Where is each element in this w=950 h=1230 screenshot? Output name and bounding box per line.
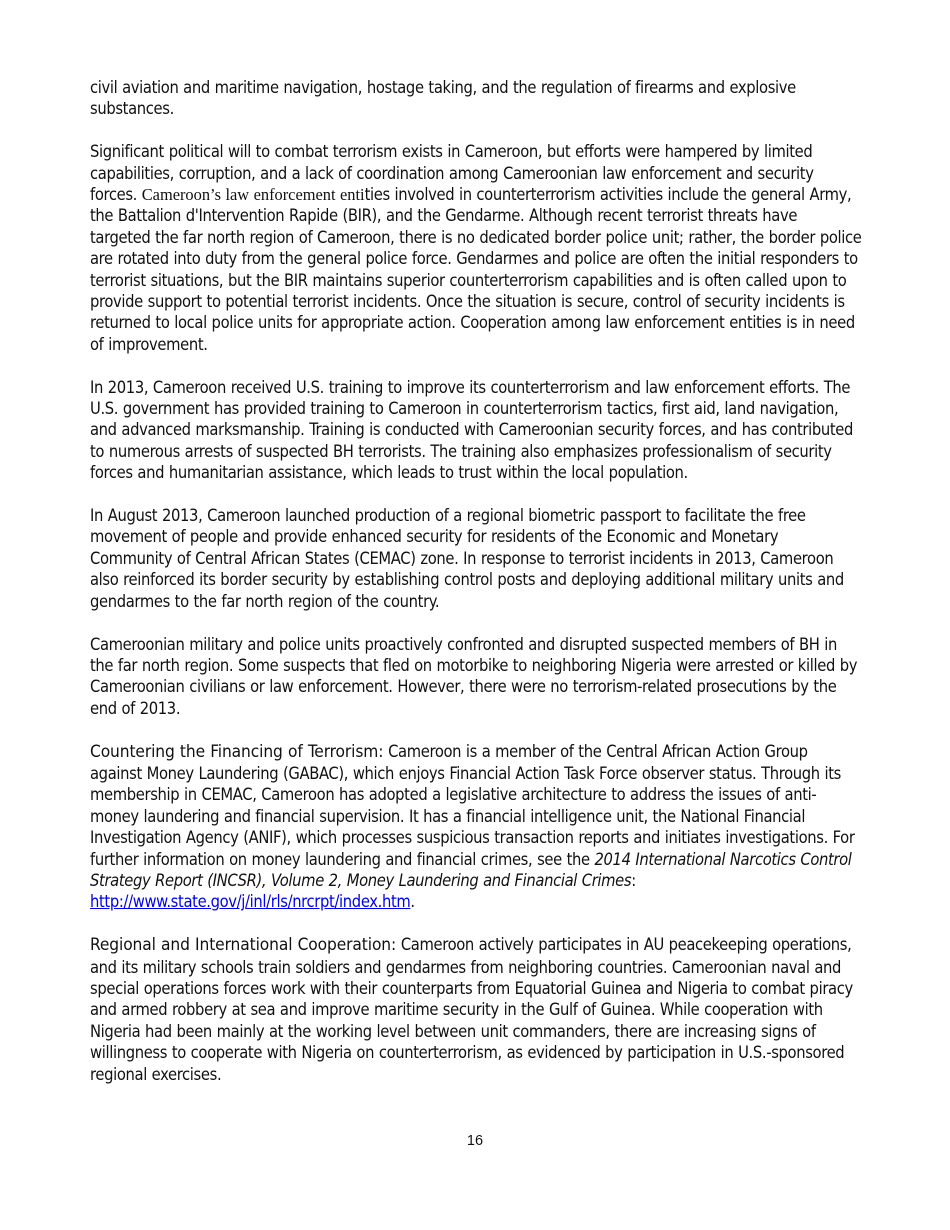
paragraph-aviation: [90, 77, 862, 120]
paragraph-us-training: [90, 377, 862, 484]
paragraph-text-serif: Cameroon’s law enforcement enti: [141, 185, 365, 205]
paragraph-text: In August 2013, Cameroon launched production of a regional biometric passport to facilitate the free movement of people and provide enhanced security for residents of the Economic and Monetary Community of Central African States (CEMAC) zone. In response to terrorist incidents in 2013, Cameroon also reinforced its border security by establishing control posts and deploying additional military units and gendarmes to the far north region of the country.: [90, 506, 844, 611]
paragraph-text: Cameroon actively participates in AU peacekeeping operations, and its military schools train soldiers and gendarmes from neighboring countries. Cameroonian naval and special operations forces work with their counterparts from Equatorial Guinea and Nigeria to combat piracy and armed robbery at sea and improve maritime security in the Gulf of Guinea. While cooperation with Nigeria had been mainly at the working level between unit commanders, there are increasing signs of willingness to cooperate with Nigeria on counterterrorism, as evidenced by participation in U.S.-sponsored regional exercises.: [90, 935, 853, 1084]
paragraph-text: civil aviation and maritime navigation, hostage taking, and the regulation of firearms and explosive substances.: [90, 78, 796, 119]
section-heading-financing: Countering the Financing of Terrorism:: [90, 741, 384, 762]
paragraph-military-police: [90, 634, 862, 720]
paragraph-text: In 2013, Cameroon received U.S. training to improve its counterterrorism and law enforcement efforts. The U.S. government has provided training to Cameroon in counterterrorism tactics, first aid, land navigation, and advanced marksmanship. Training is conducted with Cameroonian security forces, and has contributed to numerous arrests of suspected BH terrorists. The training also emphasizes professionalism of security forces and humanitarian assistance, which leads to trust within the local population.: [90, 377, 854, 483]
report-title-italic: 2014 International Narcotics Control Strategy Report (INCSR), Volume 2, Money Laundering and Financial Crimes: [90, 849, 852, 890]
document-body: [90, 77, 862, 1106]
paragraph-text: .: [410, 892, 415, 912]
incsr-report-link[interactable]: http://www.state.gov/j/inl/rls/nrcrpt/index.htm: [90, 892, 411, 912]
paragraph-text: ties involved in counterterrorism activities include the general Army, the Battalion d'Intervention Rapide (BIR), and the Gendarme. Although recent terrorist threats have targeted the far north region of Cameroon, there is no dedicated border police unit; rather, the border police are rotated into duty from the general police force. Gendarmes and police are often the initial responders to terrorist situations, but the BIR maintains superior counterterrorism capabilities and is often called upon to provide support to potential terrorist incidents. Once the situation is secure, control of security incidents is returned to local police units for appropriate action. Cooperation among law enforcement entities is in need of improvement.: [90, 185, 862, 354]
section-heading-regional: Regional and International Cooperation:: [90, 935, 397, 956]
paragraph-text: Significant political will to combat terrorism exists in Cameroon, but efforts were hampered by limited capabilities, corruption, and a lack of coordination among Cameroonian law enforcement and security forces.: [90, 142, 814, 205]
paragraph-regional-cooperation: [90, 934, 862, 1085]
paragraph-text: Cameroonian military and police units proactively confronted and disrupted suspected members of BH in the far north region. Some suspects that fled on motorbike to neighboring Nigeria were arrested or killed by Cameroonian civilians or law enforcement. However, there were no terrorism-related prosecutions by the end of 2013.: [90, 634, 858, 718]
paragraph-biometric-passport: [90, 505, 862, 612]
paragraph-text: :: [631, 870, 636, 890]
paragraph-political-will: [90, 141, 862, 355]
paragraph-text: Cameroon is a member of the Central African Action Group against Money Laundering (GABAC), which enjoys Financial Action Task Force observer status. Through its membership in CEMAC, Cameroon has adopted a legislative architecture to address the issues of anti-money laundering and financial supervision. It has a financial intelligence unit, the National Financial Investigation Agency (ANIF), which processes suspicious transaction reports and initiates investigations. For further information on money laundering and financial crimes, see the: [90, 741, 855, 869]
paragraph-financing-terrorism: [90, 741, 862, 913]
page-number: 16: [466, 1133, 484, 1149]
